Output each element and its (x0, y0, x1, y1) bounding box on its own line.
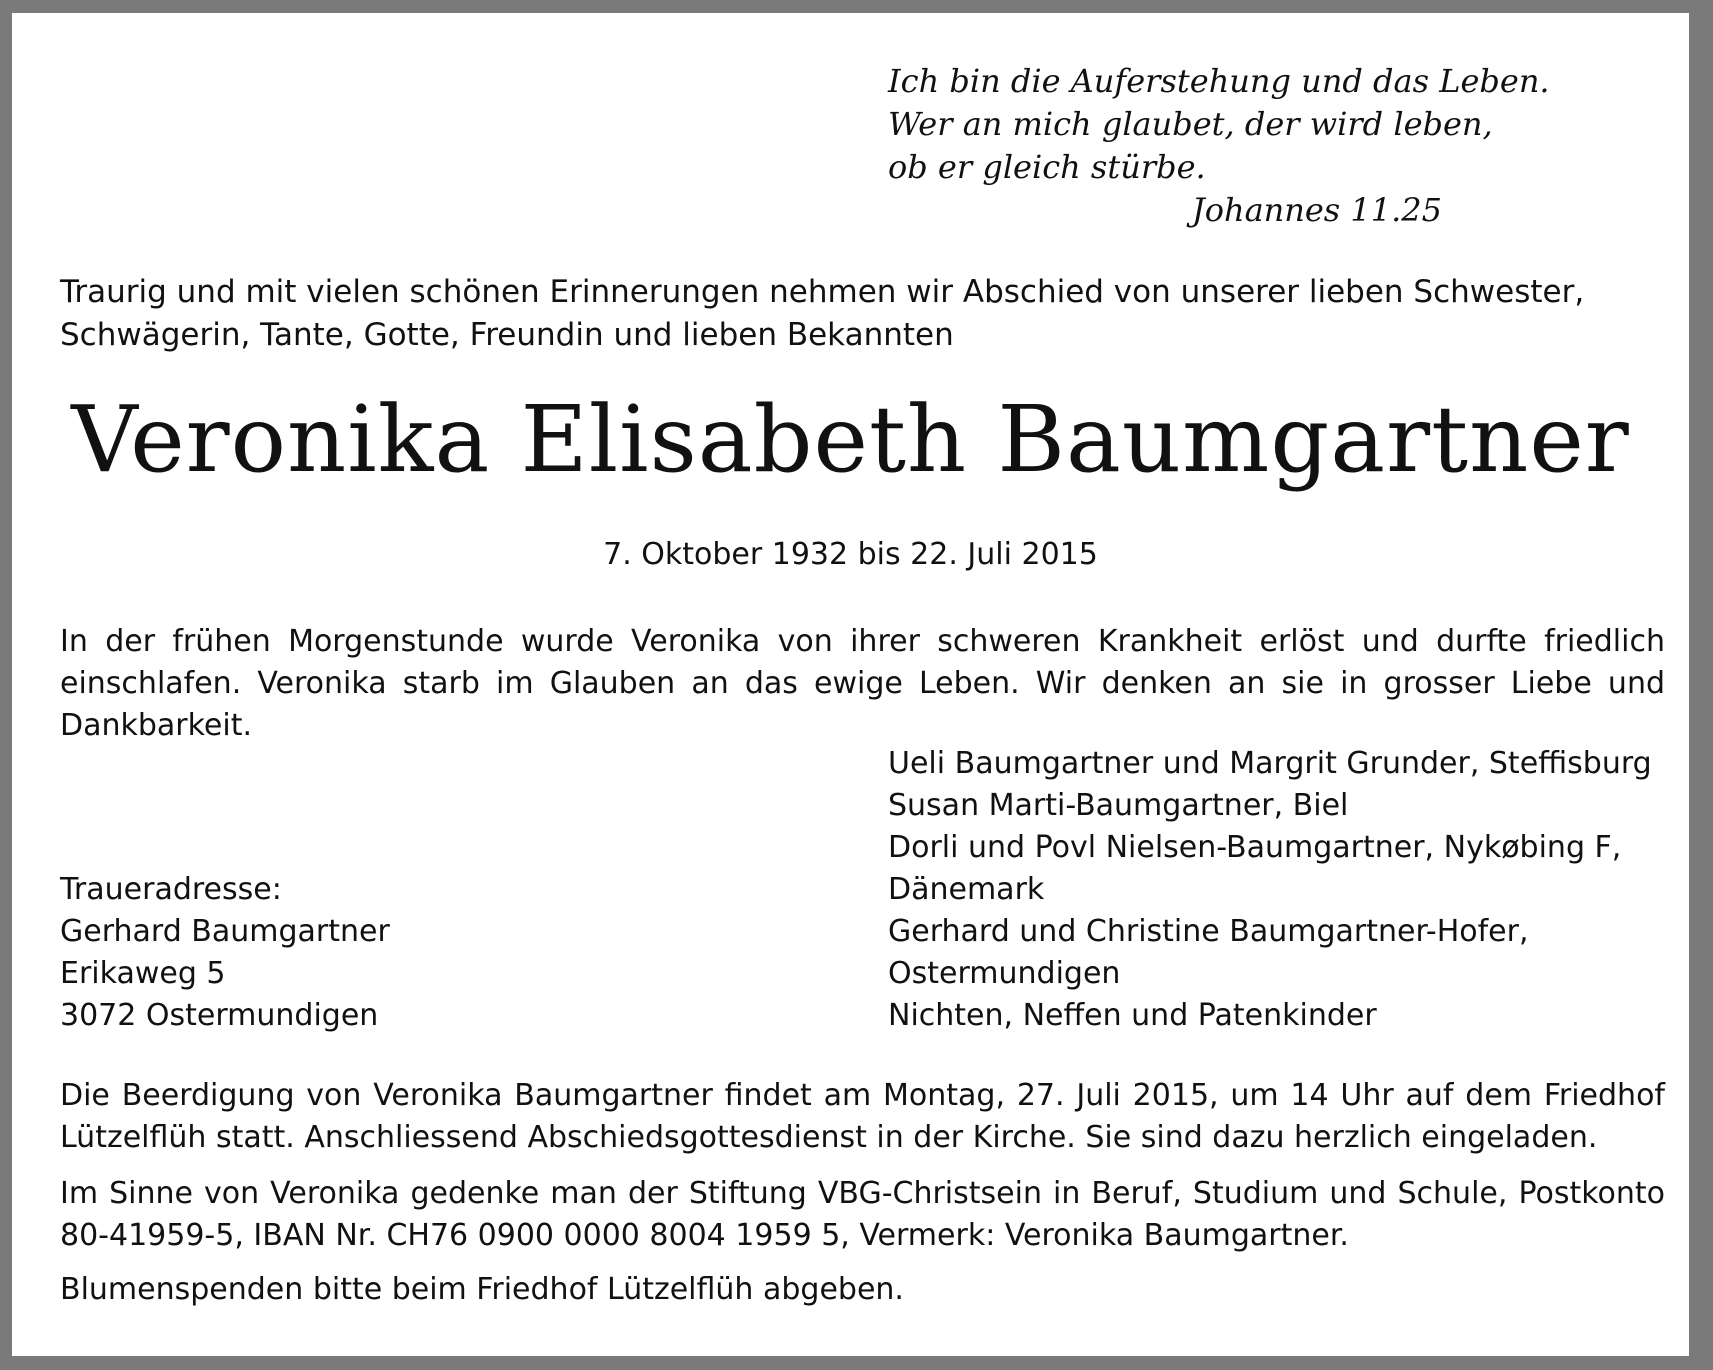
address-label: Traueradresse: (60, 872, 282, 907)
funeral-paragraph: Die Beerdigung von Veronika Baumgartner findet am Montag, 27. Juli 2015, um 14 Uhr auf dem Friedhof Lützelflüh statt. Anschliessend Abschiedsgottesdienst in der Kirche. Sie sind dazu herzlich eingeladen. (60, 1078, 1665, 1155)
mourning-address (60, 869, 660, 1037)
relative-line: Dänemark (888, 872, 1045, 907)
relative-line: Susan Marti-Baumgartner, Biel (888, 788, 1349, 823)
relatives-list (888, 743, 1678, 1037)
relative-line: Nichten, Neffen und Patenkinder (888, 998, 1377, 1033)
deceased-name: Veronika Elisabeth Baumgartner (71, 386, 1630, 493)
relative-line: Ostermundigen (888, 956, 1121, 991)
donation-paragraph: Im Sinne von Veronika gedenke man der Stiftung VBG-Christsein in Beruf, Studium und Schule, Postkonto 80-41959-5, IBAN Nr. CH76 0900 0000 8004 1959 5, Vermerk: Veronika Baumgartner. (60, 1176, 1665, 1253)
relative-line: Dorli und Povl Nielsen-Baumgartner, Nykøbing F, (888, 830, 1622, 865)
quote-line: Wer an mich glaubet, der wird leben, (888, 105, 1493, 143)
flowers-paragraph: Blumenspenden bitte beim Friedhof Lützelflüh abgeben. (60, 1272, 904, 1307)
intro-text: Traurig und mit vielen schönen Erinnerungen nehmen wir Abschied von unserer lieben Schwester, Schwägerin, Tante, Gotte, Freundin und lieben Bekannten (60, 274, 1585, 353)
life-dates: 7. Oktober 1932 bis 22. Juli 2015 (603, 537, 1098, 572)
bible-quote (888, 60, 1550, 232)
address-street: Erikaweg 5 (60, 956, 226, 991)
quote-line: ob er gleich stürbe. (888, 148, 1206, 186)
quote-line: Ich bin die Auferstehung und das Leben. (888, 62, 1550, 100)
relative-line: Gerhard und Christine Baumgartner-Hofer, (888, 914, 1529, 949)
quote-reference: Johannes 11.25 (1191, 191, 1442, 229)
obituary-notice (12, 13, 1689, 1356)
address-city: 3072 Ostermundigen (60, 998, 379, 1033)
main-paragraph: In der frühen Morgenstunde wurde Veronika von ihrer schweren Krankheit erlöst und durfte friedlich einschlafen. Veronika starb im Glauben an das ewige Leben. Wir denken an sie in grosser Liebe und Dankbarkeit. (60, 624, 1665, 743)
address-name: Gerhard Baumgartner (60, 914, 390, 949)
relative-line: Ueli Baumgartner und Margrit Grunder, Steffisburg (888, 746, 1652, 781)
